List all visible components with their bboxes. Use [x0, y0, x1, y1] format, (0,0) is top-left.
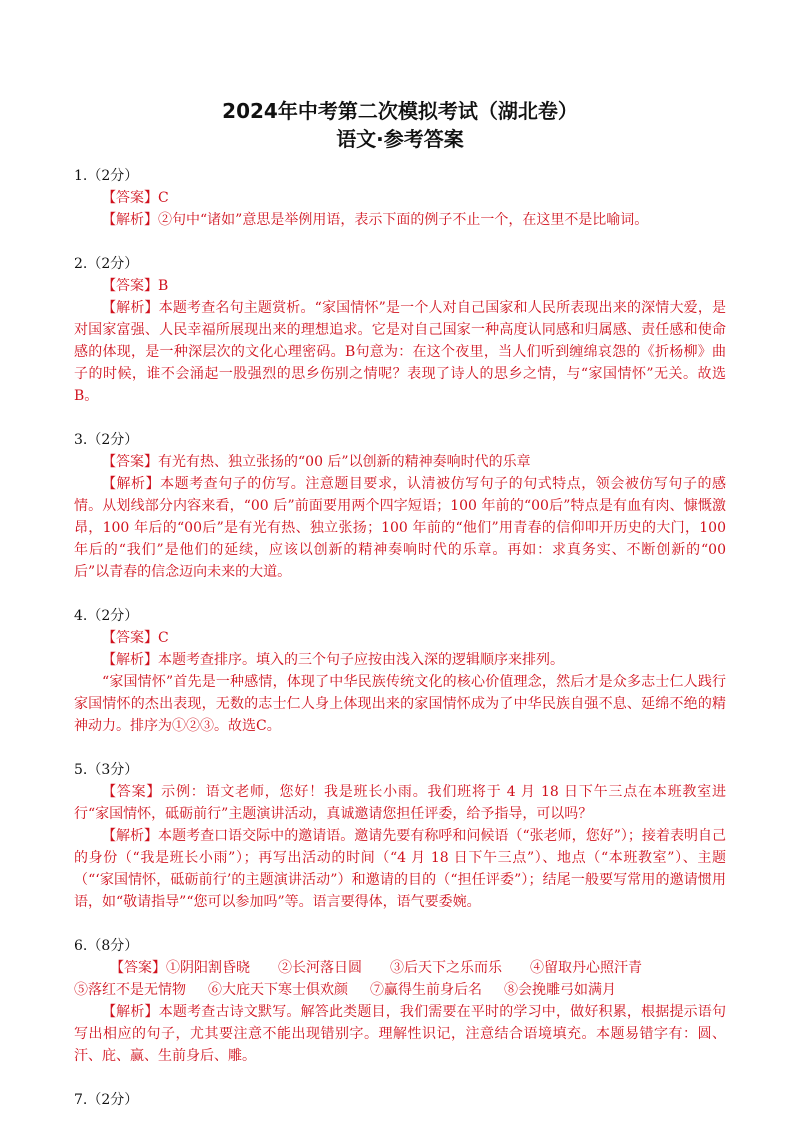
answer-text: 【答案】示例：语文老师，您好！我是班长小雨。我们班将于 4 月 18 日下午三点在本班教室进行“家国情怀，砥砺前行”主题演讲活动，真诚邀请您担任评委，给予指导，可以吗？ [74, 784, 726, 822]
question-5 [74, 759, 726, 913]
question-4 [74, 605, 726, 737]
analysis-text-continued: “家国情怀”首先是一种感情，体现了中华民族传统文化的核心价值理念，然后才是众多志士仁人践行家国情怀的杰出表现，无数的志士仁人身上体现出来的家国情怀成为了中华民族自强不息、延绵不绝的精神动力。排序为①②③。故选C。 [74, 674, 726, 734]
poem-answer-5: ⑤落红不是无情物 [74, 982, 186, 998]
poem-answer-4: ④留取丹心照汗青 [530, 960, 642, 976]
question-number: 4.（2分） [74, 608, 139, 624]
document-subtitle: 语文·参考答案 [336, 127, 464, 151]
question-6 [74, 935, 726, 1067]
analysis-text: 【解析】本题考查排序。填入的三个句子应按由浅入深的逻辑顺序来排列。 [102, 652, 564, 668]
poem-answer-8: ⑧会挽雕弓如满月 [504, 982, 616, 998]
question-number: 5.（3分） [74, 762, 139, 778]
answer-text: 【答案】C [102, 190, 169, 206]
answer-text: 【答案】有光有热、独立张扬的“00 后”以创新的精神奏响时代的乐章 [102, 454, 531, 470]
poem-answer-2: ②长河落日圆 [278, 960, 362, 976]
answer-text: 【答案】B [102, 278, 169, 294]
analysis-text: 【解析】本题考查句子的仿写。注意题目要求，认清被仿写句子的句式特点，领会被仿写句子的感情。从划线部分内容来看，“00 后”前面要用两个四字短语；100 年前的“00后”特点是有血有肉、慷慨激昂，100 年后的“00后”是有光有热、独立张扬；100 年前的“他们”用青春的信仰叩开历史的大门，100 年后的“我们”是他们的延续，应该以创新的精神奏响时代的乐章。再如：求真务实、不断创新的“00 后”以青春的信念迈向未来的大道。 [74, 476, 726, 580]
poem-answer-3: ③后天下之乐而乐 [390, 960, 502, 976]
analysis-text: 【解析】②句中“诸如”意思是举例用语，表示下面的例子不止一个，在这里不是比喻词。 [102, 212, 649, 228]
question-7 [74, 1089, 726, 1111]
question-number: 1.（2分） [74, 168, 139, 184]
answer-text: 【答案】C [102, 630, 169, 646]
poem-answer-6: ⑥大庇天下寒士俱欢颜 [208, 982, 348, 998]
analysis-text: 【解析】本题考查古诗文默写。解答此类题目，我们需要在平时的学习中，做好积累，根据提示语句写出相应的句子，尤其要注意不能出现错别字。理解性识记，注意结合语境填充。本题易错字有：圆、汗、庇、赢、生前身后、雕。 [74, 1004, 726, 1064]
question-number: 2.（2分） [74, 256, 139, 272]
question-number: 3.（2分） [74, 432, 139, 448]
question-2 [74, 253, 726, 407]
answer-label: 【答案】 [110, 960, 166, 976]
question-number: 6.（8分） [74, 938, 139, 954]
poem-answer-1: ①阴阳割昏晓 [166, 960, 250, 976]
answer-list [74, 165, 726, 1133]
analysis-text: 【解析】本题考查名句主题赏析。“家国情怀”是一个人对自己国家和人民所表现出来的深情大爱，是对国家富强、人民幸福所展现出来的理想追求。它是对自己国家一种高度认同感和归属感、责任感和使命感的体现，是一种深层次的文化心理密码。B句意为：在这个夜里，当人们听到缠绵哀怨的《折杨柳》曲子的时候，谁不会涌起一股强烈的思乡伤别之情呢？表现了诗人的思乡之情，与“家国情怀”无关。故选B。 [74, 300, 726, 404]
poem-answers-row-1 [74, 957, 726, 979]
poem-answer-7: ⑦赢得生前身后名 [370, 982, 482, 998]
question-number: 7.（2分） [74, 1092, 139, 1108]
poem-answers-row-2 [74, 979, 726, 1001]
document-title: 2024年中考第二次模拟考试（湖北卷） [222, 99, 578, 123]
question-3 [74, 429, 726, 583]
question-1 [74, 165, 726, 231]
analysis-text: 【解析】本题考查口语交际中的邀请语。邀请先要有称呼和问候语（“张老师，您好”）；接着表明自己的身份（“我是班长小雨”）；再写出活动的时间（“4 月 18 日下午三点”）、地点（“本班教室”）、主题（“‘家国情怀，砥砺前行’的主题演讲活动”）和邀请的目的（“担任评委”）；结尾一般要写常用的邀请惯用语，如“敬请指导”“您可以参加吗”等。语言要得体，语气要委婉。 [74, 828, 726, 910]
